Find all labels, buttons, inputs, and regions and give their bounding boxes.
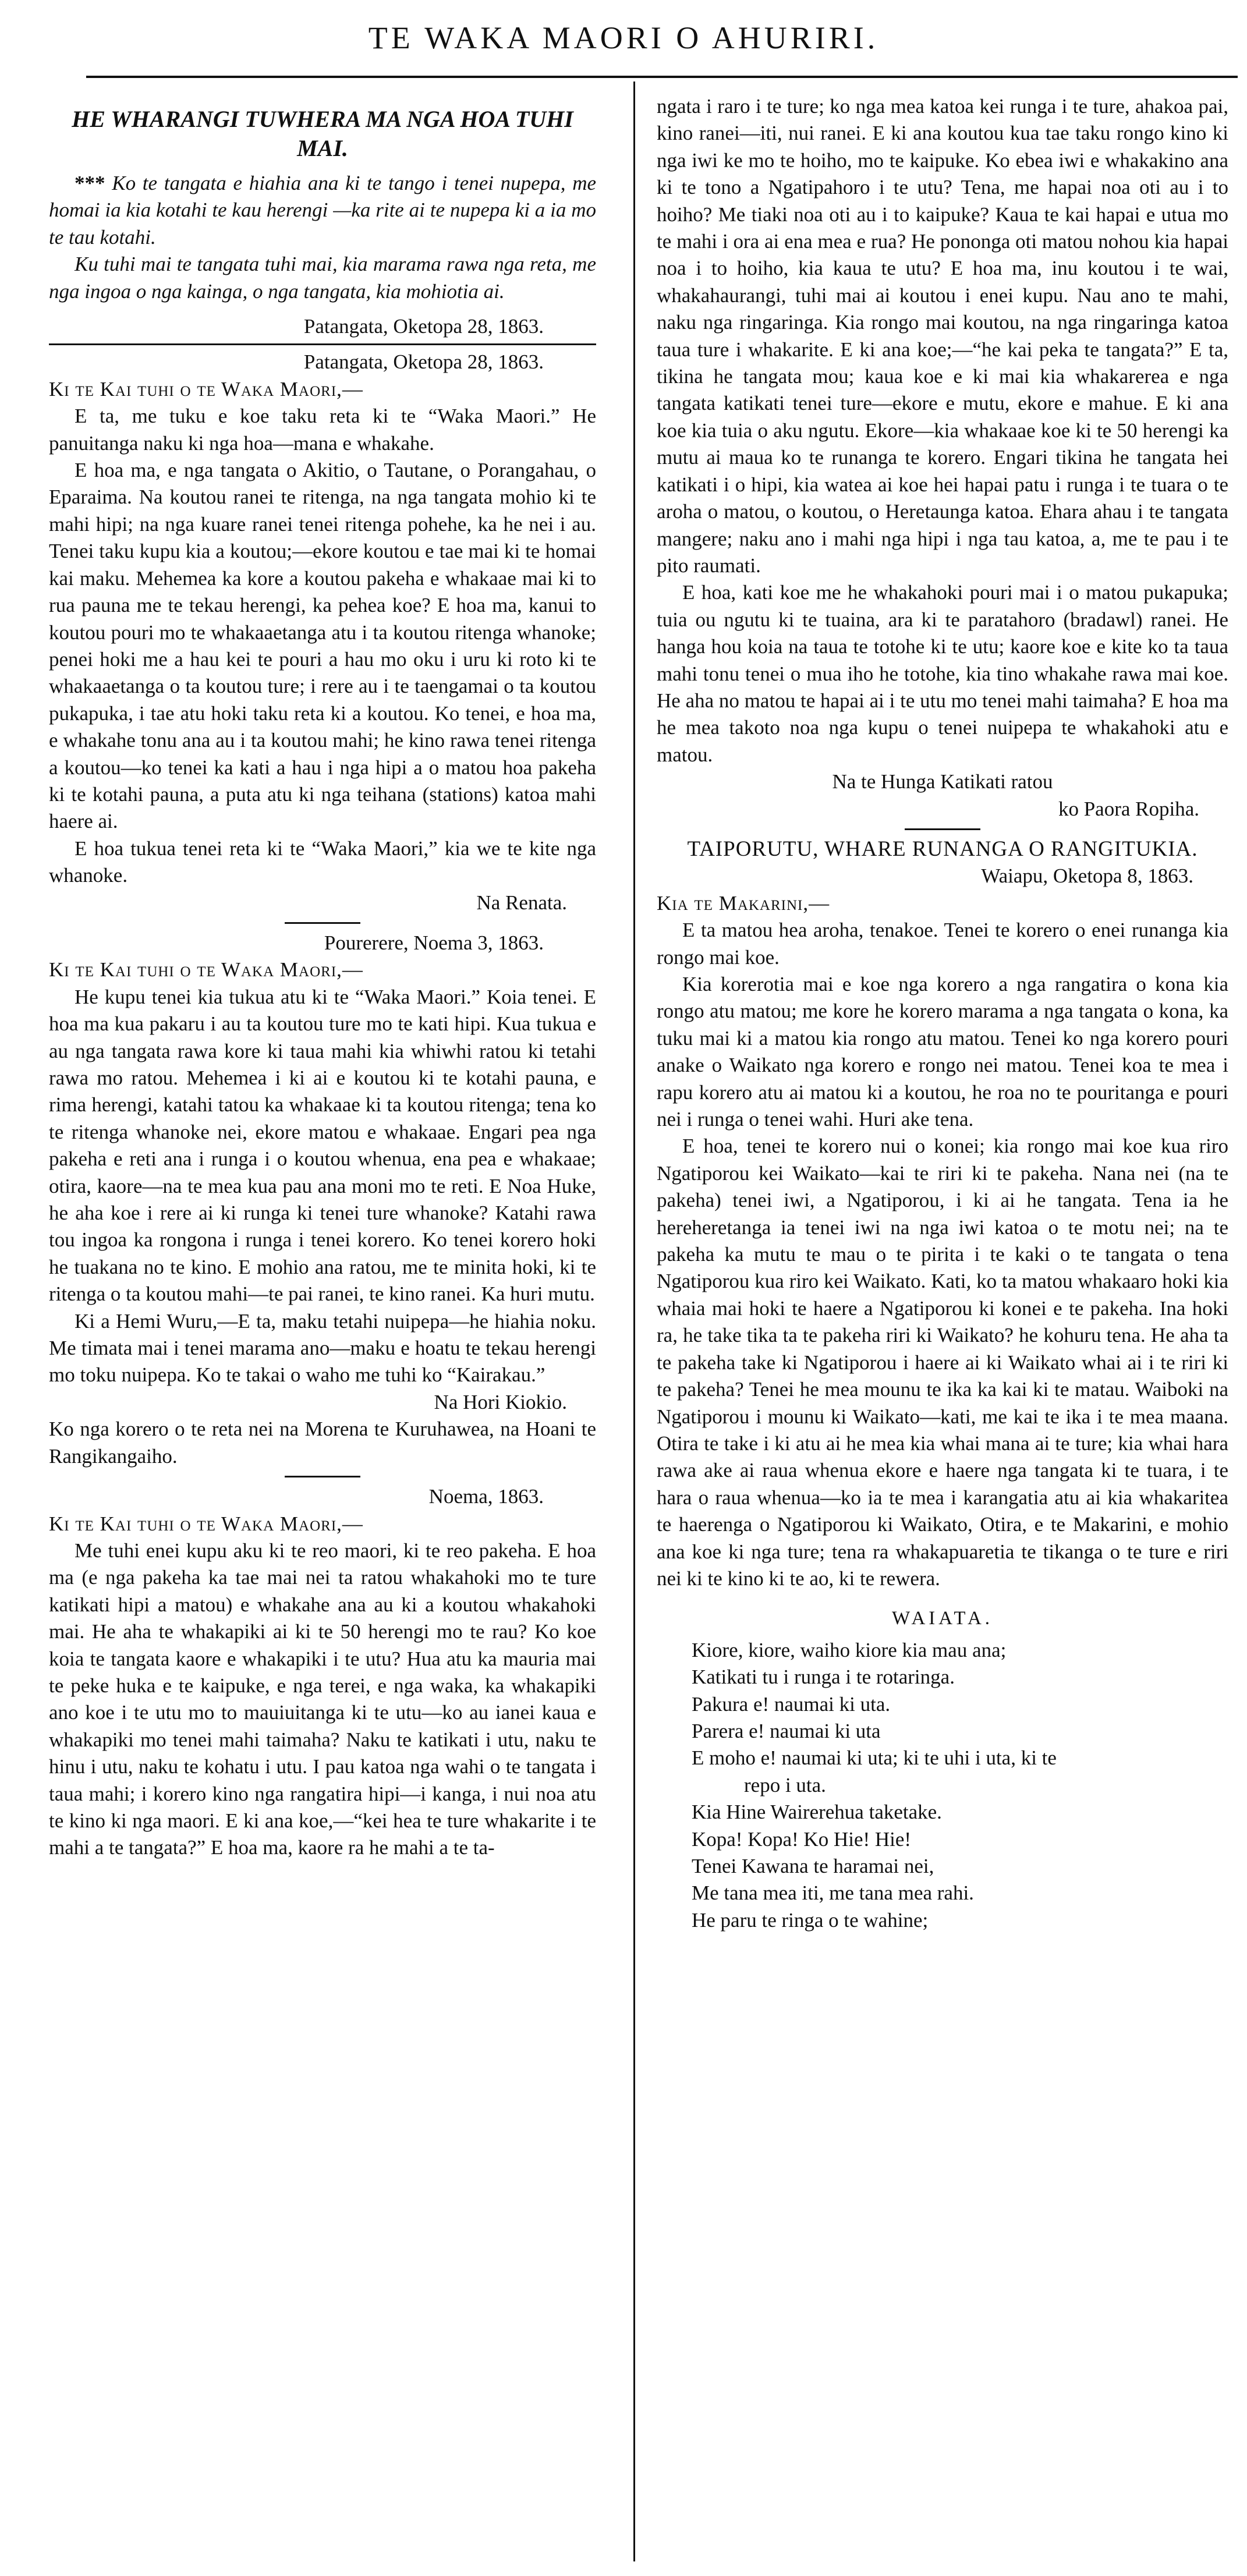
short-divider (905, 828, 980, 830)
notice-writers: Ku tuhi mai te tangata tuhi mai, kia marama rawa nga reta, me nga ingoa o nga kainga, o nga tangata, kia mohiotia ai. (49, 253, 596, 303)
letter-3-salutation: Ki te Kai tuhi o te Waka Maori,— (49, 1512, 363, 1535)
letter-2-salutation: Ki te Kai tuhi o te Waka Maori,— (49, 958, 363, 981)
letter-4-date: Waiapu, Oketopa 8, 1863. (981, 864, 1193, 888)
letter-1-date: Patangata, Oketopa 28, 1863. (303, 350, 544, 374)
letter-1-salutation: Ki te Kai tuhi o te Waka Maori,— (49, 377, 363, 401)
notice-text-1: Ko te tangata e hiahia ana ki te tango i tenei nupepa, me homai ia kia kotahi te kau herengi —ka rite ai te nupepa ki a ia mo te tau kotahi. (49, 172, 597, 249)
poem-line: Kopa! Kopa! Ko Hie! Hie! (692, 1827, 912, 1851)
letter-4-para: E ta matou hea aroha, tenakoe. Tenei te korero o enei runanga kia rongo mai koe. (657, 919, 1228, 969)
poem-line: He paru te ringa o te wahine; (692, 1908, 929, 1932)
left-column (49, 105, 596, 1862)
letter-4-para: E hoa, tenei te korero nui o konei; kia rongo mai koe kua riro Ngatiporou kei Waikato—kai te riri ki te pakeha. Nana nei (na te pakeha) tenei iwi, a Ngatiporou, i ki ai he tangata. Tena ia he hereheretanga ia tenei iwi na nga iwi katoa o te motu nei; na te pakeha ka mutu te mau o te pirita i te kaki o te tangata o tena Ngatiporou kua riro kei Waikato. Kati, ko ta matou whakaaro hoki kia whaia mai hoki te haere a Ngatiporou ki konei e te pakeha. Ina hoki ra, he take tika ta te pakeha riri ki Waikato? he kohuru tena. He aha ta te pakeha take ki Ngatiporou i haere ai ki Waikato whai ai i te riri ki te pakeha? Tenei he mea mounu te ika ka kai ki te matau. Waiboki na Ngatiporou i mounu ki Waikato—kati, me kai te ika i te mea maana. Otira te take i ki atu ai he mea kia whai mana ai te ture; kia whai hara rawa ake ai raua whenua ekore e haere nga tangata ki te tuara, i te hara o raua whenua—ko ia te mea i karangatia atu ai kia whakaritea te haerenga o Ngatiporou ki Waikato, Otira, e te Makarini, e mohio ana koe ki nga ture; tena ra whakapuaretia te tikanga o te ture e riri nei ki te kino ki te ao, ki te rewera. (657, 1135, 1228, 1590)
poem-line: Katikati tu i runga i te rotaringa. (692, 1666, 955, 1689)
divider (49, 343, 596, 345)
short-divider (285, 1476, 360, 1477)
poem-line: Me tana mea iti, me tana mea rahi. (692, 1881, 974, 1905)
poem-line: Tenei Kawana te haramai nei, (692, 1855, 934, 1877)
notice-subscription (49, 170, 596, 251)
letter-2-date: Pourerere, Noema 3, 1863. (324, 931, 544, 954)
letter-2-postscript: Ko nga korero o te reta nei na Morena te Kuruhawea, na Hoani te Rangikangaiho. (49, 1418, 596, 1468)
letter-1-para: E hoa ma, e nga tangata o Akitio, o Tautane, o Porangahau, o Eparaima. Na koutou ranei te ritenga, na nga tangata mohio ki te mahi hipi; na nga kuare ranei tenei ritenga pohehe, ka he nei i au. Tenei taku kupu kia a koutou;—ekore koutou e tae mai ki te homai kai maku. Mehemea ka kore a koutou pakeha e whakaae mai ki to rua pauna me te tekau herengi, ka pehea koe? E hoa ma, kanui to koutou pouri mo te whakaaetanga atu i ta koutou ritenga whanoke; penei hoki me a hau kei te pouri a hau mo oku i uru ki roto ki te whakaaetanga o ta koutou ture; i rere au i te taengamai o ta koutou pukapuka, i tae atu hoki taku reta ki a koutou. Ko tenei, e hoa ma, e whakahe tonu ana au i ta koutou mahi; he kino rawa tenei ritenga a koutou—ko tenei ka kati a hau i nga hipi a o matou hoa pakeha ki te kotahi pauna, a puta atu ki nga teihana (stations) katoa mahi haere ai. (49, 459, 596, 833)
letter-3-signature-line-1: Na te Hunga Katikati ratou (832, 770, 1053, 793)
right-column (657, 93, 1228, 1934)
dateline: Patangata, Oketopa 28, 1863. (303, 315, 544, 338)
letter-1-para: E ta, me tuku e koe taku reta ki te “Waka Maori.” He panuitanga naku ki nga hoa—mana e whakahe. (49, 405, 596, 455)
top-rule (86, 76, 1238, 78)
letter-4-para: Kia korerotia mai e koe nga korero a nga rangatira o kona kia rongo atu matou; me kore he korero marama a nga tangata o kona, ka tuku mai ki a matou kia rongo atu matou. Tenei ko nga korero pouri anake o Waikato nga korero e rongo nei matou. Tenei koa te mea i rapu korero atu ai matou ki a koutou, he roa no te pouritanga e pouri nei i runga o tenei wahi. Huri ake tena. (657, 973, 1228, 1131)
letter-1-signature: Na Renata. (476, 891, 567, 914)
short-divider (285, 922, 360, 924)
waiata-title: WAIATA. (891, 1608, 994, 1629)
waiata-poem (657, 1637, 1228, 1934)
letter-2-para: He kupu tenei kia tukua atu ki te “Waka Maori.” Koia tenei. E hoa ma kua pakaru i au ta koutou ture mo te kati hipi. Kua tukua e au nga tangata rawa kore ki taua mahi kia whiwhi ratou ki tetahi rawa mo ratou. Mehemea i ki ai e koutou ki te kotahi pauna, e rima herengi, katahi tatou ka whakaae ki ta koutou ritenga; tena ko te ritenga whanoke nei, ekore matou e whakaae. Engari pea nga pakeha e reti ana i runga i o koutou whenua, ena pea e whakaae; otira, kaore—na te mea kua pau ana moni mo te reti. E Noa Huke, he aha koe i rere ai ki runga ki tenei ture whanoke? Katahi rawa tou ingoa ka rongona i runga i tenei korero. Ko tenei korero hoki he tuakana no te kino. E mohio ana ratou, me te minita hoki, ki te ritenga o ta koutou mahi—te pai ranei, te kino ranei. Ka huri mutu. (49, 985, 596, 1306)
poem-line: Kiore, kiore, waiho kiore kia mau ana; (692, 1638, 1007, 1661)
poem-line: Kia Hine Wairerehua taketake. (692, 1801, 942, 1824)
masthead: TE WAKA MAORI O AHURIRI. (368, 20, 879, 55)
section-title: HE WHARANGI TUWHERA MA NGA HOA TUHI MAI. (72, 106, 573, 161)
letter-2-signature: Na Hori Kiokio. (434, 1390, 567, 1413)
column-divider (633, 82, 635, 2561)
poem-line: Pakura e! naumai ki uta. (692, 1692, 891, 1716)
article-heading: TAIPORUTU, WHARE RUNANGA O RANGITUKIA. (687, 837, 1198, 861)
poem-line: Parera e! naumai ki uta (692, 1719, 881, 1742)
letter-3-para: Me tuhi enei kupu aku ki te reo maori, ki te reo pakeha. E hoa ma (e nga pakeha ka tae mai nei ta ratou whakahoki mo te ture katikati hipi a matou) e whakahe ana au ki a koutou whakahoki mai. He aha te whakapiki ai ki te 50 herengi mo te rau? Ko koe koia te tangata kaore e whakapiki i te utu? Hua atu ka mauria mai te peke huka e te kaipuke, e nga terei, e nga waka, ka whakapiki ano koe i te utu mo to mauiuitanga ki te utu—ko au ianei kaua e whakapiki mo tenei mahi taimaha? Naku te katikati i utu, naku te hinu i utu, naku te kohatu i utu. I pau katoa nga wahi o te tangata i taua mahi; i korero kino nga rangatira hipi—i kanga, i nui noa atu te kino ki nga maori. E ki ana koe,—“kei hea te ture whakarite i te mahi a te tangata?” E hoa ma, kaore ra he mahi a te ta- (49, 1539, 596, 1859)
letter-3-date: Noema, 1863. (428, 1485, 544, 1508)
letter-3-continued: ngata i raro i te ture; ko nga mea katoa kei runga i te ture, ahakoa pai, kino ranei—iti, nui ranei. E ki ana koutou kua tae taku rongo kino ki nga iwi ke mo te hoiho, mo te kaipuke. Ko ebea iwi e whakakino ana ki te tono a Ngatipahoro i te utu? Tena, me hapai noa oti au i to hoiho? Me tiaki noa oti au i to kaipuke? Kaua te kai hapai e utua mo te mahi i ora ai ena mea e rua? He pononga oti matou nohou kia hapai noa i to hoiho, kia kaua te utu? E hoa ma, inu koutou i te wai, whakahaurangi, tuhi mai ai koutou i enei kupu. Nau ano te mahi, naku nga ringaringa. Kia rongo mai koutou, na nga ringaringa katoa taua ture i whakarite. E ki ana koe;—“he kai peka te tangata?” E ta, tikina he tangata mou; kaua koe e ki mai kia whakarerea e nga tangata katikati tenei ture—ekore e mutu, ekore e mahue. E ki ana koe kia tuia o aku ngutu. Ekore—kia whakaae koe ki te 50 herengi ka mutu ai maua ko te runanga te korero. Engari tikina he tangata hei katikati i o hipi, kia watea ai koe hei hapai patu i runga i te tuara o te aroha o matou, o koutou, o Heretaunga katoa. Ehara ahau i te tangata mangere; naku ano i mahi nga hipi i nga tau katoa, a, me te pau i te pito raumati. (657, 95, 1228, 577)
poem-line: repo i uta. (744, 1773, 826, 1797)
letter-3-signature-line-2: ko Paora Ropiha. (1058, 797, 1199, 820)
poem-line: E moho e! naumai ki uta; ki te uhi i uta, ki te (692, 1746, 1057, 1770)
letter-2-para: Ki a Hemi Wuru,—E ta, maku tetahi nuipepa—he hiahia noku. Me timata mai i tenei marama ano—maku e hoatu te tekau herengi mo toku nuipepa. Ko te takai o waho me tuhi ko “Kairakau.” (49, 1309, 596, 1387)
letter-3-para: E hoa, kati koe me he whakahoki pouri mai i o matou pukapuka; tuia ou ngutu ki te tuaina, ara ki te paratahoro (bradawl) ranei. He hanga hou koia na taua te totohe ki te utu; kaore koe e kite ko ta taua mahi tonu tenei o mua iho he totohe, kia tino whakahe rawa mai koe. He aha no matou te hapai ai i te utu mo tenei mahi taimaha? E hoa ma he mea takoto noa nga kupu o tenei nuipepa te whakahoki atu e matou. (657, 581, 1228, 766)
notice-stars: *** (75, 172, 112, 194)
letter-4-salutation: Kia te Makarini,— (657, 891, 830, 915)
letter-1-para: E hoa tukua tenei reta ki te “Waka Maori,” kia we te kite nga whanoke. (49, 837, 596, 887)
